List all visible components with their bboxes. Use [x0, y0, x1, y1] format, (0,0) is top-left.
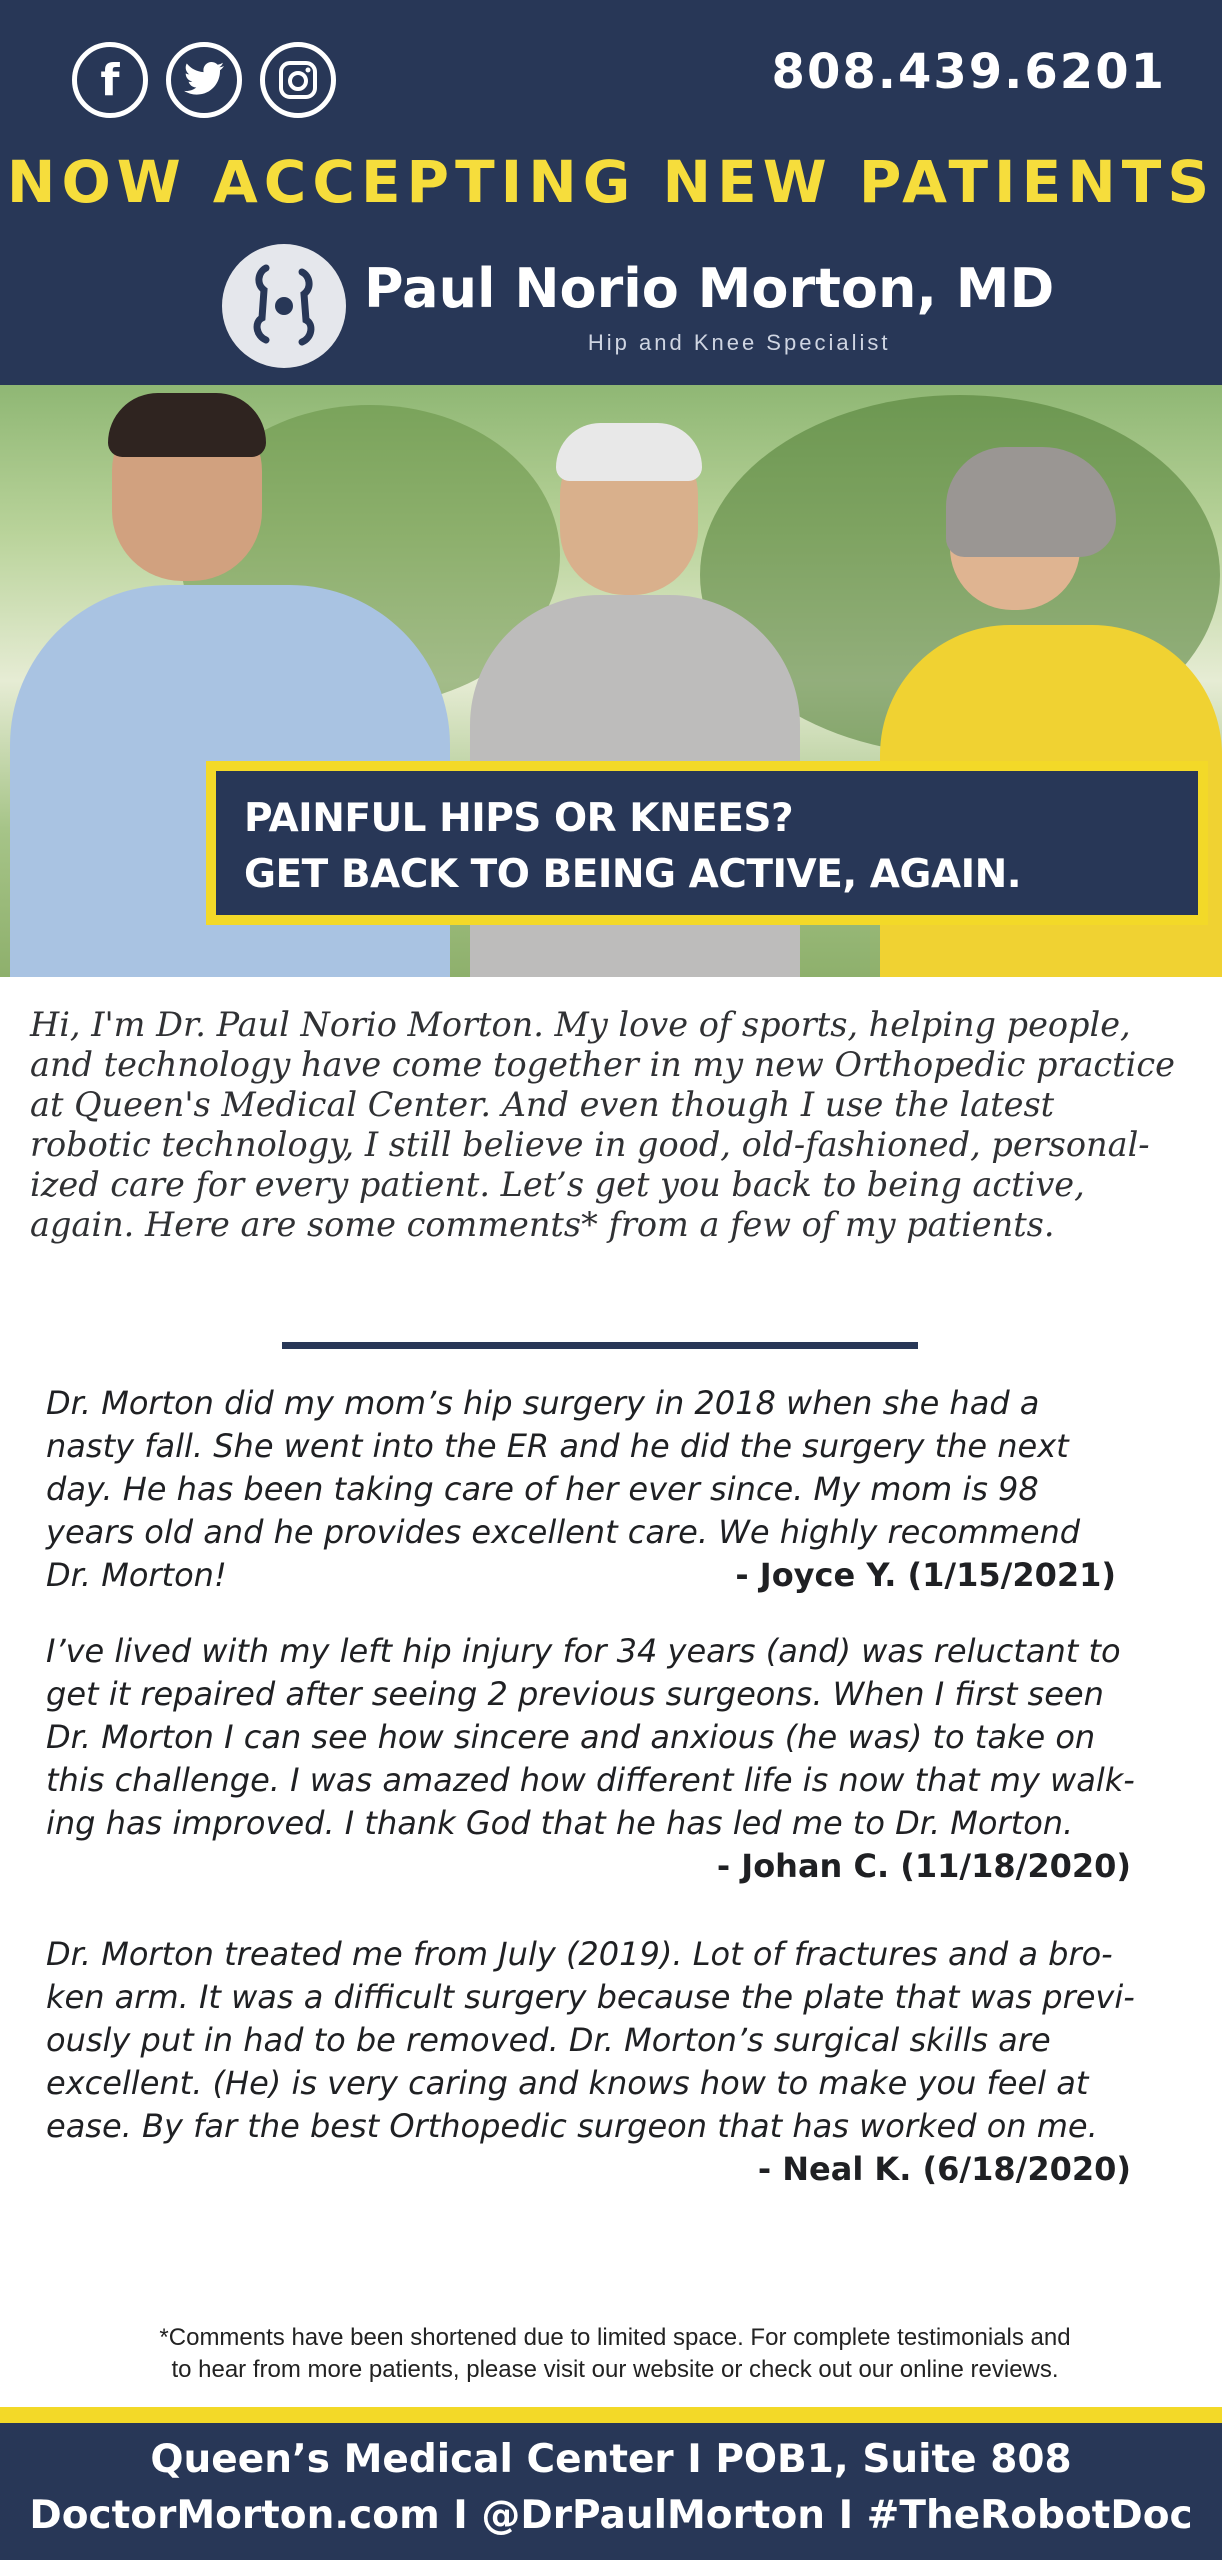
testimonial-3	[46, 1933, 1191, 2191]
footnote-line: *Comments have been shortened due to limited space. For complete testimonials and	[159, 2324, 1071, 2351]
testimonial-last-row	[46, 1554, 1191, 1597]
footnote-line: to hear from more patients, please visit our website or check out our online reviews.	[171, 2356, 1059, 2383]
testimonial-line: excellent. (He) is very caring and knows how to make you feel at	[46, 2064, 1089, 2102]
testimonial-line: ously put in had to be removed. Dr. Morton’s surgical skills are	[46, 2021, 1051, 2059]
intro-paragraph	[30, 1005, 1200, 1245]
headline-banner	[206, 761, 1208, 925]
testimonial-2	[46, 1630, 1191, 1888]
patient-man-hair	[556, 423, 702, 481]
testimonial-line: I’ve lived with my left hip injury for 34 years (and) was reluctant to	[46, 1632, 1121, 1670]
brand-text	[364, 257, 1054, 356]
testimonial-line: years old and he provides excellent care. We highly recommend	[46, 1513, 1081, 1551]
hero-photo	[0, 385, 1222, 977]
footer-links[interactable]: DoctorMorton.com I @DrPaulMorton I #TheRobotDoc	[29, 2493, 1193, 2538]
intro-line: robotic technology, I still believe in good, old-fashioned, personal-	[30, 1125, 1150, 1164]
headline-banner-inner	[216, 771, 1198, 915]
testimonial-line: ing has improved. I thank God that he has led me to Dr. Morton.	[46, 1804, 1074, 1842]
footer-accent-bar	[0, 2407, 1222, 2423]
testimonial-line: day. He has been taking care of her ever since. My mom is 98	[46, 1470, 1039, 1508]
testimonial-line: nasty fall. She went into the ER and he did the surgery the next	[46, 1427, 1069, 1465]
accepting-headline: NOW ACCEPTING NEW PATIENTS	[6, 148, 1216, 216]
testimonial-line: Dr. Morton I can see how sincere and anxious (he was) to take on	[46, 1718, 1096, 1756]
testimonial-line: ken arm. It was a difficult surgery because the plate that was previ-	[46, 1978, 1135, 2016]
facebook-icon[interactable]	[72, 42, 148, 118]
specialty-label: Hip and Knee Specialist	[587, 329, 891, 355]
intro-line: ized care for every patient. Let’s get you back to being active,	[30, 1165, 1085, 1204]
footer	[0, 2423, 1222, 2560]
hip-knee-logo-icon	[222, 244, 346, 368]
instagram-icon[interactable]	[260, 42, 336, 118]
testimonial-author: - Johan C. (11/18/2020)	[716, 1847, 1131, 1885]
header	[0, 0, 1222, 385]
testimonial-line: ease. By far the best Orthopedic surgeon that has worked on me.	[46, 2107, 1098, 2145]
brand-block	[222, 244, 1054, 368]
testimonial-line: get it repaired after seeing 2 previous surgeons. When I first seen	[46, 1675, 1104, 1713]
testimonial-1	[46, 1382, 1191, 1597]
testimonial-line: Dr. Morton treated me from July (2019). Lot of fractures and a bro-	[46, 1935, 1113, 1973]
banner-line-1: PAINFUL HIPS OR KNEES?	[244, 796, 794, 841]
footer-location: Queen’s Medical Center I POB1, Suite 808	[150, 2437, 1072, 2482]
twitter-bird-icon	[183, 62, 225, 98]
banner-line-2: GET BACK TO BEING ACTIVE, AGAIN.	[244, 852, 1022, 897]
intro-line: at Queen's Medical Center. And even though I use the latest	[30, 1085, 1055, 1124]
doctor-name: Paul Norio Morton, MD	[364, 256, 1055, 320]
testimonial-line: this challenge. I was amazed how different life is now that my walk-	[46, 1761, 1135, 1799]
testimonial-line: Dr. Morton did my mom’s hip surgery in 2018 when she had a	[46, 1384, 1040, 1422]
footnote	[40, 2322, 1190, 2386]
intro-line: again. Here are some comments* from a few of my patients.	[30, 1205, 1055, 1244]
instagram-camera-icon	[278, 60, 318, 100]
social-links	[72, 42, 336, 118]
intro-line: and technology have come together in my new Orthopedic practice	[30, 1045, 1175, 1084]
testimonial-line: Dr. Morton!	[46, 1556, 227, 1594]
phone-number[interactable]: 808.439.6201	[771, 44, 1166, 100]
bone-joint-icon	[236, 258, 332, 354]
facebook-glyph: f	[100, 54, 120, 106]
testimonial-author: - Neal K. (6/18/2020)	[757, 2150, 1131, 2188]
doctor-hair	[108, 393, 266, 457]
testimonial-author: - Joyce Y. (1/15/2021)	[735, 1556, 1116, 1594]
section-divider	[282, 1342, 918, 1349]
twitter-icon[interactable]	[166, 42, 242, 118]
intro-line: Hi, I'm Dr. Paul Norio Morton. My love of sports, helping people,	[30, 1005, 1131, 1044]
